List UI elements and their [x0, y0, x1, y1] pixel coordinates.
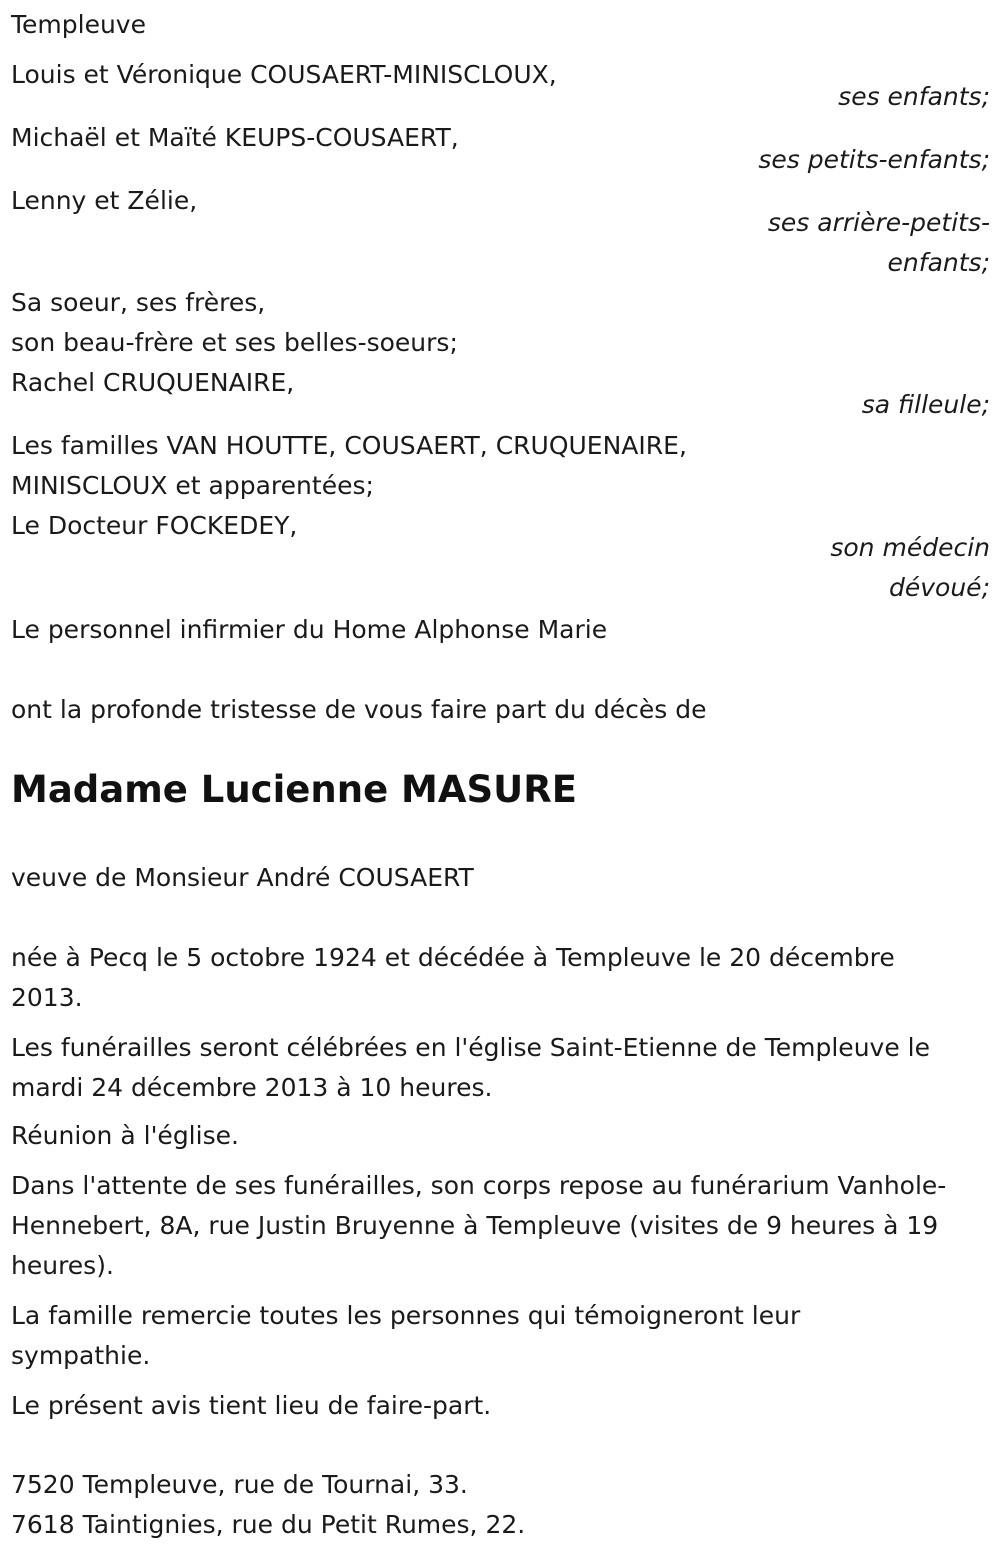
ceremony-block: [11, 1028, 992, 1108]
goddaughter-name: Rachel CRUQUENAIRE,: [11, 368, 295, 397]
in-laws-line: son beau-frère et ses belles-soeurs;: [11, 328, 458, 357]
announcement-block: [11, 690, 990, 730]
location-header: [11, 5, 990, 45]
staff-line-block: [11, 610, 990, 650]
deceased-name-block: [11, 768, 990, 812]
great-grandchildren-names: Lenny et Zélie,: [11, 186, 198, 215]
thanks-block: [11, 1296, 870, 1376]
ceremony-text: Les funérailles seront célébrées en l'église Saint-Etienne de Templeuve le mardi 24 décembre 2013 à 10 heures.: [11, 1033, 930, 1102]
widow-of-line: veuve de Monsieur André COUSAERT: [11, 863, 474, 892]
staff-line: Le personnel infirmier du Home Alphonse Marie: [11, 615, 608, 644]
doctor-name: Le Docteur FOCKEDEY,: [11, 511, 298, 540]
thanks-text: La famille remercie toutes les personnes qui témoigneront leur sympathie.: [11, 1301, 801, 1370]
repose-block: [11, 1166, 955, 1286]
families-line-1: Les familles VAN HOUTTE, COUSAERT, CRUQUENAIRE,: [11, 431, 687, 460]
birth-death-text: née à Pecq le 5 octobre 1924 et décédée à Templeuve le 20 décembre 2013.: [11, 943, 895, 1012]
children-names: Louis et Véronique COUSAERT-MINISCLOUX,: [11, 60, 557, 89]
children-role: ses enfants;: [838, 82, 990, 111]
doctor-role-line-2: dévoué;: [889, 573, 990, 602]
siblings-line: Sa soeur, ses frères,: [11, 288, 266, 317]
location-text: Templeuve: [11, 10, 146, 39]
notice-text: Le présent avis tient lieu de faire-part.: [11, 1391, 492, 1420]
addresses-block: [11, 1465, 990, 1545]
meeting-block: [11, 1116, 990, 1156]
address-templeuve: 7520 Templeuve, rue de Tournai, 33.: [11, 1470, 468, 1499]
doctor-role-line-1: son médecin: [830, 533, 990, 562]
relatives-block: [11, 283, 990, 425]
family-children: [11, 55, 990, 117]
grandchildren-role: ses petits-enfants;: [758, 145, 990, 174]
repose-text: Dans l'attente de ses funérailles, son corps repose au funérarium Vanhole-Hennebert, 8A, rue Justin Bruyenne à Templeuve (visites de 9 heures à 19 heures).: [11, 1171, 947, 1280]
widow-block: [11, 858, 990, 898]
families-block: [11, 426, 990, 608]
families-line-2: MINISCLOUX et apparentées;: [11, 471, 374, 500]
grandchildren-names: Michaël et Maïté KEUPS-COUSAERT,: [11, 123, 459, 152]
great-grandchildren-role-line-1: ses arrière-petits-: [767, 208, 990, 237]
goddaughter-role: sa filleule;: [861, 390, 990, 419]
great-grandchildren-role-line-2: enfants;: [887, 248, 990, 277]
meeting-text: Réunion à l'église.: [11, 1121, 239, 1150]
notice-block: [11, 1386, 990, 1426]
deceased-name: Madame Lucienne MASURE: [11, 768, 577, 811]
family-great-grandchildren: [11, 181, 990, 283]
family-grandchildren: [11, 118, 990, 180]
address-taintignies: 7618 Taintignies, rue du Petit Rumes, 22.: [11, 1510, 526, 1539]
announcement-text: ont la profonde tristesse de vous faire part du décès de: [11, 695, 707, 724]
birth-death-block: [11, 938, 956, 1018]
